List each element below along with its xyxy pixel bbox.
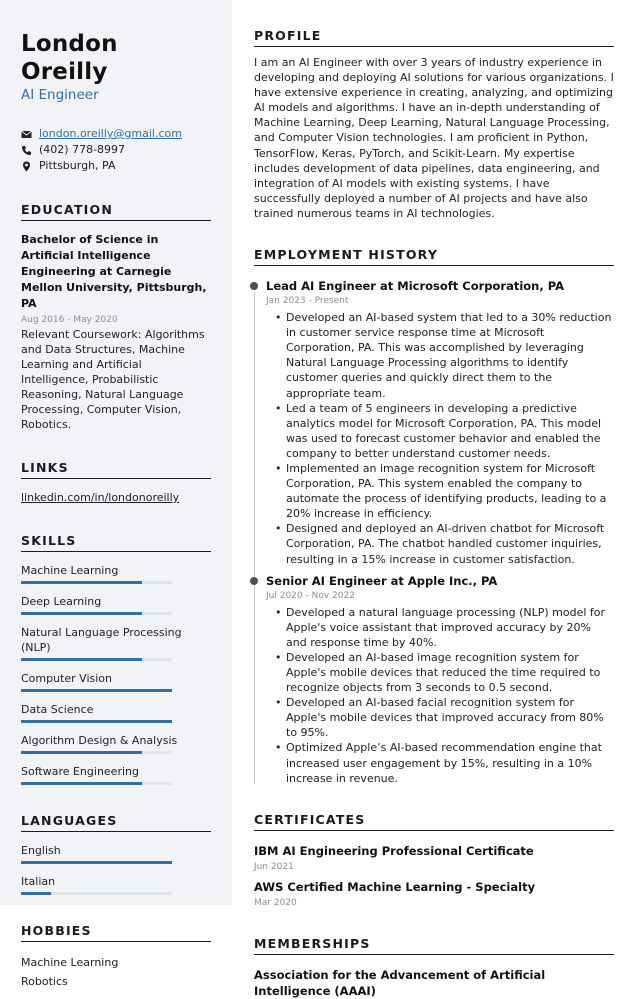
membership-item: Association for the Advancement of Artificial Intelligence (AAAI) bbox=[254, 967, 546, 998]
skill-level-fill bbox=[21, 751, 142, 754]
skill-level-fill bbox=[21, 720, 172, 723]
hobbies-section bbox=[21, 923, 211, 991]
phone-text: (402) 778-8997 bbox=[39, 143, 126, 156]
job-bullet: • Developed an AI-based image recognition system for Apple's mobile devices that reduced the time required to recognize objects from 3 seconds to 0.5 second. bbox=[266, 650, 614, 695]
timeline-dot bbox=[250, 577, 258, 585]
job-bullet: • Developed an AI-based facial recognition system for Apple's mobile devices that improved accuracy from 80% to 95%. bbox=[266, 695, 614, 740]
contact-phone-row bbox=[21, 142, 211, 158]
languages-list bbox=[21, 843, 211, 895]
job-dates: Jan 2023 - Present bbox=[266, 296, 349, 307]
skill-level-bar bbox=[21, 581, 172, 584]
job-bullet: • Optimized Apple’s AI-based recommendation engine that increased user engagement by 15%, resulting in a 10% increase in revenue. bbox=[266, 740, 614, 785]
education-dates: Aug 2016 - May 2020 bbox=[21, 315, 118, 325]
job-bullets bbox=[266, 605, 614, 786]
skill-level-bar bbox=[21, 751, 172, 754]
certificate-item bbox=[254, 843, 614, 874]
contact-block bbox=[21, 126, 211, 174]
languages-section bbox=[21, 813, 211, 895]
job-entry bbox=[266, 278, 614, 567]
job-title: Lead AI Engineer at Microsoft Corporation, PA bbox=[266, 279, 565, 294]
skill-level-bar bbox=[21, 689, 172, 692]
job-dates: Jul 2020 - Nov 2022 bbox=[266, 590, 355, 601]
skill-label: Software Engineering bbox=[21, 765, 139, 778]
language-label: Italian bbox=[21, 875, 56, 888]
language-label: English bbox=[21, 844, 61, 857]
certificate-date: Jun 2021 bbox=[254, 861, 294, 872]
skill-level-bar bbox=[21, 782, 172, 785]
employment-heading: EMPLOYMENT HISTORY bbox=[254, 247, 614, 266]
skill-level-bar bbox=[21, 658, 172, 661]
skills-list bbox=[21, 563, 211, 785]
language-item bbox=[21, 874, 211, 895]
skill-item bbox=[21, 733, 211, 754]
skill-label: Algorithm Design & Analysis bbox=[21, 734, 178, 747]
links-section bbox=[21, 460, 211, 505]
certificate-date: Mar 2020 bbox=[254, 897, 297, 908]
employment-section bbox=[254, 247, 614, 786]
profile-section bbox=[254, 28, 614, 221]
skill-level-fill bbox=[21, 658, 142, 661]
language-level-fill bbox=[21, 861, 172, 864]
skill-item bbox=[21, 671, 211, 692]
candidate-name: London Oreilly bbox=[21, 31, 118, 85]
envelope-icon bbox=[21, 129, 32, 140]
profile-heading: PROFILE bbox=[254, 28, 614, 47]
languages-heading: LANGUAGES bbox=[21, 813, 211, 832]
skill-item bbox=[21, 594, 211, 615]
skill-item bbox=[21, 764, 211, 785]
memberships-heading: MEMBERSHIPS bbox=[254, 936, 614, 955]
map-pin-icon bbox=[21, 161, 32, 172]
education-degree: Bachelor of Science in Artificial Intelligence Engineering at Carnegie Mellon University, Pittsburgh, PA bbox=[21, 233, 207, 310]
employment-timeline bbox=[254, 278, 614, 786]
education-section bbox=[21, 202, 211, 432]
memberships-section bbox=[254, 936, 614, 999]
contact-location-row bbox=[21, 158, 211, 174]
phone-icon bbox=[21, 145, 32, 156]
job-bullet: • Designed and deployed an AI-driven chatbot for Microsoft Corporation, PA. The chatbot handled customer inquiries, resulting in a 15% increase in customer satisfaction. bbox=[266, 521, 614, 566]
skill-label: Deep Learning bbox=[21, 595, 102, 608]
links-heading: LINKS bbox=[21, 460, 211, 479]
hobby-item: Robotics bbox=[21, 975, 68, 988]
hobbies-heading: HOBBIES bbox=[21, 923, 211, 942]
education-coursework: Relevant Coursework: Algorithms and Data Structures, Machine Learning and Artificial Intelligence, Probabilistic Reasoning, Natural Language Processing, Computer Vision, Robotics. bbox=[21, 328, 205, 431]
skills-heading: SKILLS bbox=[21, 533, 211, 552]
linkedin-link[interactable]: linkedin.com/in/londonoreilly bbox=[21, 491, 180, 504]
email-link[interactable]: london.oreilly@gmail.com bbox=[39, 127, 182, 140]
skill-level-bar bbox=[21, 612, 172, 615]
skill-item bbox=[21, 563, 211, 584]
job-title: Senior AI Engineer at Apple Inc., PA bbox=[266, 573, 498, 588]
job-bullet: • Implemented an image recognition system for Microsoft Corporation, PA. This system enabled the company to automate the process of identifying products, leading to a 20% increase in efficiency. bbox=[266, 461, 614, 521]
language-level-bar bbox=[21, 861, 172, 864]
sidebar bbox=[0, 0, 232, 988]
job-bullet: • Developed an AI-based system that led to a 30% reduction in customer service response time at Microsoft Corporation, PA. This was accomplished by leveraging Natural Language Processing algorithms to identify customer queries and quickly direct them to the appropriate team. bbox=[266, 310, 614, 401]
certificate-title: IBM AI Engineering Professional Certificate bbox=[254, 843, 534, 858]
job-bullets bbox=[266, 310, 614, 567]
skill-level-fill bbox=[21, 782, 142, 785]
certificate-item bbox=[254, 879, 614, 910]
skill-level-fill bbox=[21, 689, 172, 692]
language-item bbox=[21, 843, 211, 864]
education-heading: EDUCATION bbox=[21, 202, 211, 221]
location-text: Pittsburgh, PA bbox=[39, 159, 116, 172]
skill-label: Natural Language Processing (NLP) bbox=[21, 626, 182, 654]
certificates-section bbox=[254, 812, 614, 910]
skill-level-fill bbox=[21, 612, 142, 615]
certificate-title: AWS Certified Machine Learning - Specialty bbox=[254, 879, 536, 894]
skill-item bbox=[21, 702, 211, 723]
language-level-bar bbox=[21, 892, 172, 895]
skill-item bbox=[21, 625, 211, 661]
job-bullet: • Developed a natural language processing (NLP) model for Apple's voice assistant that improved accuracy by 20% and response time by 40%. bbox=[266, 605, 614, 650]
main-content bbox=[232, 0, 640, 998]
hobby-item: Machine Learning bbox=[21, 956, 119, 969]
job-entry bbox=[266, 573, 614, 786]
profile-text: I am an AI Engineer with over 3 years of industry experience in developing and deploying AI solutions for various organizations. I have extensive experience in creating, analyzing, and optimizing AI models and algorithms. I have an in-depth understanding of Machine Learning, Deep Learning, Natural Language Processing, and Computer Vision technologies. I am proficient in Python, TensorFlow, Keras, PyTorch, and Scikit-Learn. My expertise includes development of data pipelines, data engineering, and integration of AI models with existing systems. I have successfully deployed a number of AI projects and have also trained numerous teams in AI technologies. bbox=[254, 56, 614, 220]
skill-level-bar bbox=[21, 720, 172, 723]
skill-label: Data Science bbox=[21, 703, 94, 716]
skills-section bbox=[21, 533, 211, 785]
skill-label: Computer Vision bbox=[21, 672, 113, 685]
job-bullet: • Led a team of 5 engineers in developing a predictive analytics model for Microsoft Corporation, PA. This model was used to forecast customer behavior and enabled the company to better understand customer needs. bbox=[266, 401, 614, 461]
timeline-dot bbox=[250, 282, 258, 290]
certificates-heading: CERTIFICATES bbox=[254, 812, 614, 831]
candidate-title: AI Engineer bbox=[21, 87, 99, 103]
skill-label: Machine Learning bbox=[21, 564, 119, 577]
language-level-fill bbox=[21, 892, 51, 895]
contact-email-row bbox=[21, 126, 211, 142]
skill-level-fill bbox=[21, 581, 142, 584]
